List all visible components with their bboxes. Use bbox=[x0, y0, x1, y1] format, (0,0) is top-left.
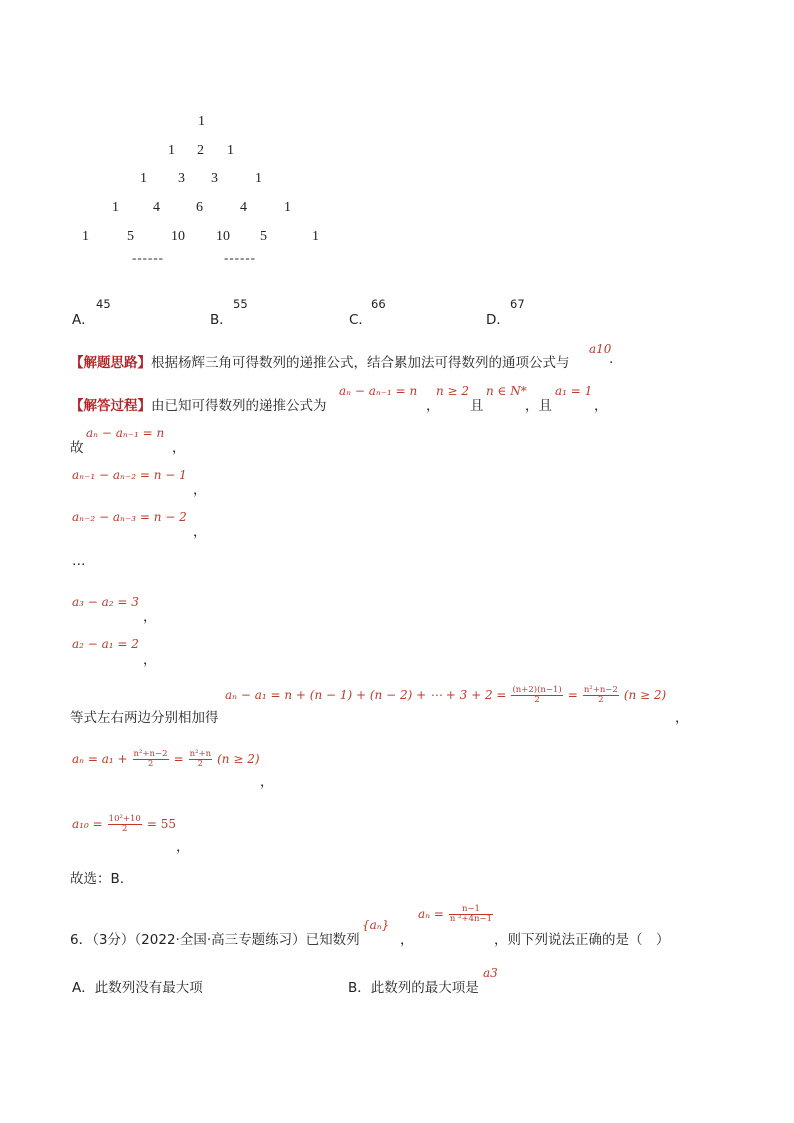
q6-formula bbox=[418, 905, 494, 924]
equals: = bbox=[173, 752, 184, 767]
comma: ， bbox=[675, 710, 689, 726]
analysis-process-line bbox=[70, 394, 327, 414]
idea-tag: 【解题思路】 bbox=[70, 355, 151, 371]
qie-text: 且 bbox=[470, 398, 484, 414]
triangle-cell: 10 bbox=[171, 229, 185, 244]
answer-text: 故选：B. bbox=[70, 871, 125, 887]
q6-fraction: $\frac{n-1}{\text{n ²+4n−1}}$ bbox=[449, 904, 493, 924]
gu-text: 故 bbox=[70, 440, 84, 456]
sum-formula bbox=[225, 686, 666, 705]
line-rec: aₙ − aₙ₋₁ = n bbox=[86, 426, 165, 440]
triangle-cell: 6 bbox=[196, 200, 203, 215]
triangle-dashes: ------ bbox=[224, 250, 256, 265]
choice-d-label: D． bbox=[486, 312, 510, 328]
triangle-cell: 5 bbox=[127, 229, 134, 244]
comma: ， bbox=[193, 524, 207, 540]
n-in-n-math: n ∈ N* bbox=[486, 384, 527, 398]
idea-a10: a10 bbox=[589, 342, 612, 356]
q6-stem-suffix: ，则下列说法正确的是（ ） bbox=[494, 932, 670, 948]
sum-fraction-1: $\frac{(n+2)(n-1)}{2}$ bbox=[512, 685, 562, 705]
a10-lhs: a₁₀ = bbox=[72, 817, 103, 832]
comma: ， bbox=[143, 652, 157, 668]
sum-text: 等式左右两边分别相加得 bbox=[70, 710, 219, 726]
q6-an: aₙ = bbox=[418, 907, 444, 922]
recurrence-math: aₙ − aₙ₋₁ = n bbox=[339, 384, 418, 398]
q6-choice-b-math: a3 bbox=[483, 966, 498, 980]
q6-choice-b: B．此数列的最大项是 bbox=[348, 980, 479, 996]
an-cond: (n ≥ 2) bbox=[217, 752, 260, 767]
line-1: aₙ₋₁ − aₙ₋₂ = n − 1 bbox=[72, 468, 187, 482]
comma: ， bbox=[172, 440, 186, 456]
an-fraction-2: $\frac{\text{n²+n}}{2}$ bbox=[189, 749, 212, 769]
q6-seq: {aₙ} bbox=[362, 918, 390, 932]
an-lhs: aₙ = a₁ + bbox=[72, 752, 128, 767]
idea-text: 根据杨辉三角可得数列的递推公式，结合累加法可得数列的通项公式与 bbox=[151, 355, 570, 371]
choice-c-value: 66 bbox=[371, 297, 386, 311]
comma: ， bbox=[176, 839, 190, 855]
triangle-cell: 5 bbox=[260, 229, 267, 244]
q6-choice-a: A．此数列没有最大项 bbox=[72, 980, 203, 996]
triangle-dashes: ------ bbox=[132, 250, 164, 265]
triangle-cell: 2 bbox=[197, 143, 204, 158]
triangle-cell: 4 bbox=[153, 200, 160, 215]
process-tag: 【解答过程】 bbox=[70, 398, 151, 414]
q6-stem-prefix: 6．（3分）（2022·全国·高三专题练习）已知数列 bbox=[70, 932, 360, 948]
an-formula bbox=[72, 750, 260, 769]
comma: ， bbox=[143, 609, 157, 625]
line-2: aₙ₋₂ − aₙ₋₃ = n − 2 bbox=[72, 510, 187, 524]
process-text: 由已知可得数列的递推公式为 bbox=[151, 398, 327, 414]
triangle-cell: 1 bbox=[255, 171, 262, 186]
triangle-cell: 4 bbox=[240, 200, 247, 215]
a1-math: a₁ = 1 bbox=[555, 384, 593, 398]
equals: = bbox=[567, 688, 578, 703]
comma: ， bbox=[193, 482, 207, 498]
line-3: a₃ − a₂ = 3 bbox=[72, 595, 139, 609]
analysis-idea-line bbox=[70, 351, 570, 371]
an-fraction-1: $\frac{\text{n²+n−2}}{2}$ bbox=[133, 749, 168, 769]
sum-lhs: aₙ − a₁ = n + (n − 1) + (n − 2) + ⋯ + 3 + 2 = bbox=[225, 688, 507, 703]
triangle-cell: 1 bbox=[168, 143, 175, 158]
qie2-text: ，且 bbox=[525, 398, 552, 414]
triangle-cell: 1 bbox=[284, 200, 291, 215]
a10-rhs: = 55 bbox=[146, 817, 176, 832]
triangle-cell: 1 bbox=[227, 143, 234, 158]
triangle-cell: 1 bbox=[112, 200, 119, 215]
choice-b-label: B． bbox=[210, 312, 233, 328]
ellipsis: … bbox=[72, 553, 86, 569]
sum-fraction-2: $\frac{\text{n²+n−2}}{2}$ bbox=[583, 685, 618, 705]
sum-cond: (n ≥ 2) bbox=[623, 688, 667, 703]
choice-a-value: 45 bbox=[96, 297, 111, 311]
cond-math: n ≥ 2 bbox=[436, 384, 470, 398]
triangle-cell: 3 bbox=[211, 171, 218, 186]
triangle-cell: 1 bbox=[82, 229, 89, 244]
a10-fraction: $\frac{\text{10²+10}}{2}$ bbox=[108, 814, 141, 834]
comma: ， bbox=[426, 398, 440, 414]
choice-d-value: 67 bbox=[510, 297, 525, 311]
triangle-cell: 1 bbox=[198, 114, 205, 129]
comma: ， bbox=[400, 932, 414, 948]
triangle-cell: 10 bbox=[216, 229, 230, 244]
comma: ， bbox=[260, 774, 274, 790]
line-4: a₂ − a₁ = 2 bbox=[72, 637, 139, 651]
triangle-cell: 3 bbox=[178, 171, 185, 186]
choice-a-label: A． bbox=[72, 312, 95, 328]
choice-c-label: C． bbox=[349, 312, 372, 328]
choice-b-value: 55 bbox=[233, 297, 248, 311]
comma: ， bbox=[594, 398, 608, 414]
a10-formula bbox=[72, 815, 176, 834]
triangle-cell: 1 bbox=[140, 171, 147, 186]
triangle-cell: 1 bbox=[312, 229, 319, 244]
idea-period: . bbox=[609, 351, 614, 367]
